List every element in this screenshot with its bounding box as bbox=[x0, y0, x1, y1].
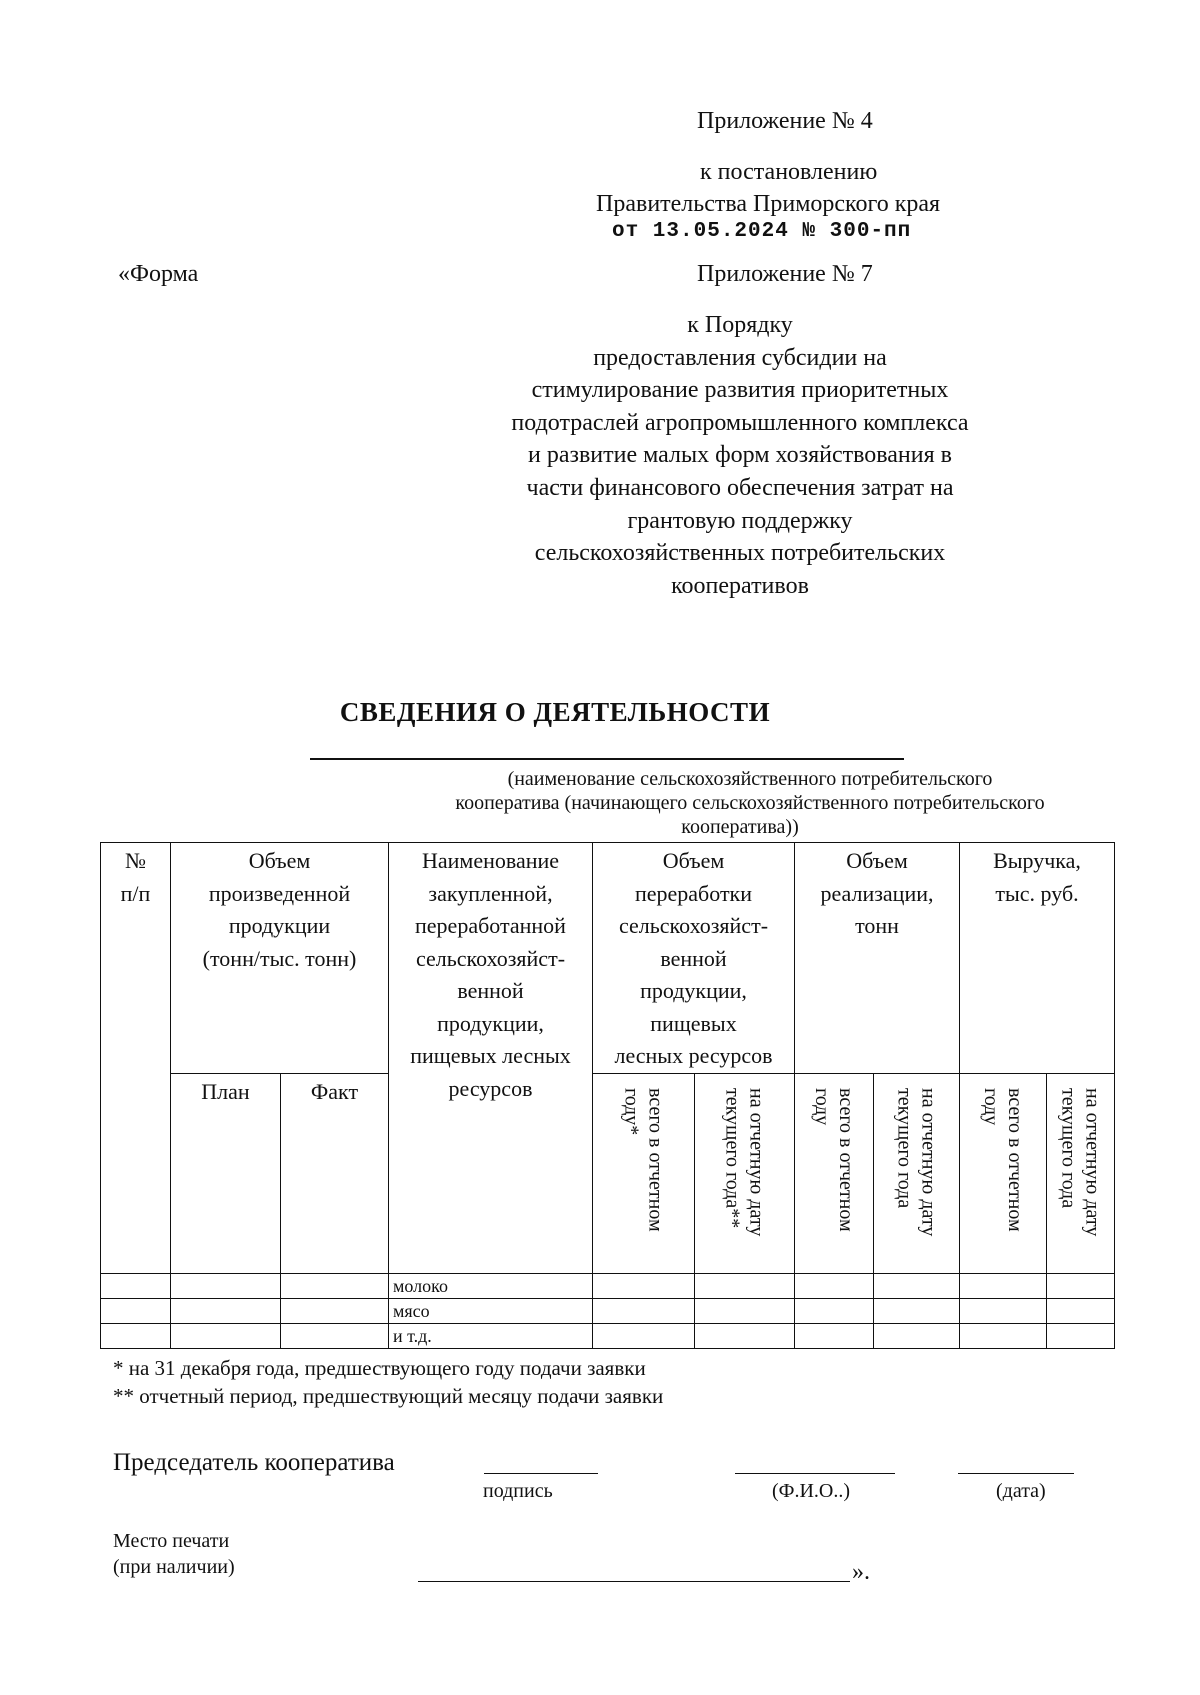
sales-total-header bbox=[795, 1073, 874, 1273]
caption-line: кооператива)) bbox=[681, 816, 799, 838]
table-cell bbox=[281, 1273, 389, 1298]
col-name-text: Наименование закупленной, переработанной сельскохозяйст- венной продукции, пищевых лесных ресурсов bbox=[410, 848, 571, 1101]
table-cell bbox=[593, 1273, 695, 1298]
order-line: и развитие малых форм хозяйствования в bbox=[528, 442, 952, 469]
order-line: грантовую поддержку bbox=[627, 507, 853, 534]
table-cell bbox=[960, 1273, 1047, 1298]
cooperative-name-line bbox=[310, 758, 904, 760]
col-produced-header bbox=[171, 843, 389, 1074]
table-cell bbox=[1047, 1273, 1115, 1298]
table-cell bbox=[874, 1273, 960, 1298]
order-line: к Порядку bbox=[687, 312, 793, 338]
col-number-header bbox=[101, 843, 171, 1274]
document-title: СВЕДЕНИЯ О ДЕЯТЕЛЬНОСТИ bbox=[339, 697, 771, 727]
order-description bbox=[470, 309, 1010, 602]
appendix-7-label: Приложение № 7 bbox=[697, 261, 873, 287]
table-cell bbox=[593, 1298, 695, 1323]
table-row bbox=[101, 1298, 1115, 1323]
table-cell bbox=[1047, 1323, 1115, 1348]
table-cell bbox=[960, 1323, 1047, 1348]
date-caption: (дата) bbox=[996, 1480, 1046, 1502]
col-name-header bbox=[389, 843, 593, 1274]
activity-table bbox=[100, 842, 1115, 1349]
sales-total-text: всего в отчетном году bbox=[811, 1087, 857, 1232]
footnote-1: * на 31 декабря года, предшествующего году подачи заявки bbox=[113, 1356, 646, 1380]
signature-line bbox=[484, 1473, 598, 1474]
col-produced-text: Объем произведенной продукции (тонн/тыс. тонн) bbox=[202, 848, 357, 971]
table-cell bbox=[874, 1323, 960, 1348]
decree-reference: от 13.05.2024 № 300-пп bbox=[612, 220, 912, 243]
sub-fact-header bbox=[281, 1073, 389, 1273]
table-cell bbox=[281, 1323, 389, 1348]
order-line: стимулирование развития приоритетных bbox=[531, 377, 949, 404]
revenue-current-header bbox=[1047, 1073, 1115, 1273]
col-revenue-header bbox=[960, 843, 1115, 1074]
appendix-4-label: Приложение № 4 bbox=[697, 108, 873, 134]
name-caption: (Ф.И.О..) bbox=[772, 1480, 851, 1502]
table-cell bbox=[695, 1273, 795, 1298]
sub-fact-text: Факт bbox=[310, 1078, 359, 1104]
closing-quote: ». bbox=[852, 1559, 870, 1585]
table-cell bbox=[101, 1273, 171, 1298]
order-line: кооперативов bbox=[671, 572, 809, 599]
government-label: Правительства Приморского края bbox=[596, 191, 941, 217]
chairman-label: Председатель кооператива bbox=[113, 1449, 395, 1476]
col-processing-header bbox=[593, 843, 795, 1074]
seal-block bbox=[113, 1528, 235, 1580]
product-name-cell: молоко bbox=[389, 1273, 593, 1298]
table-cell bbox=[874, 1298, 960, 1323]
closing-line bbox=[418, 1581, 850, 1582]
processing-current-text: на отчетную дату текущего года** bbox=[721, 1087, 768, 1236]
name-line bbox=[735, 1473, 895, 1474]
table-cell bbox=[171, 1298, 281, 1323]
table-cell bbox=[795, 1298, 874, 1323]
product-name-cell: мясо bbox=[389, 1298, 593, 1323]
caption-line: кооператива (начинающего сельскохозяйственного потребительского bbox=[455, 792, 1045, 814]
col-revenue-text: Выручка, тыс. руб. bbox=[993, 848, 1081, 906]
col-number-text: № п/п bbox=[120, 848, 151, 906]
table-cell bbox=[695, 1298, 795, 1323]
cooperative-name-caption bbox=[380, 767, 1120, 839]
revenue-total-text: всего в отчетном году bbox=[980, 1087, 1026, 1232]
form-label: «Форма bbox=[118, 261, 199, 287]
sub-plan-header bbox=[171, 1073, 281, 1273]
order-line: подотраслей агропромышленного комплекса bbox=[511, 409, 969, 436]
table-cell bbox=[593, 1323, 695, 1348]
table-cell bbox=[101, 1298, 171, 1323]
processing-total-header bbox=[593, 1073, 695, 1273]
processing-current-header bbox=[695, 1073, 795, 1273]
table-cell bbox=[695, 1323, 795, 1348]
seal-line-1: Место печати bbox=[113, 1530, 230, 1552]
caption-line: (наименование сельскохозяйственного потребительского bbox=[507, 768, 993, 790]
resolution-label: к постановлению bbox=[700, 159, 878, 185]
order-line: части финансового обеспечения затрат на bbox=[526, 474, 954, 501]
seal-line-2: (при наличии) bbox=[113, 1556, 235, 1578]
signature-caption: подпись bbox=[483, 1480, 553, 1502]
table-cell bbox=[101, 1323, 171, 1348]
table-cell bbox=[281, 1298, 389, 1323]
sub-plan-text: План bbox=[201, 1078, 250, 1104]
revenue-total-header bbox=[960, 1073, 1047, 1273]
col-processing-text: Объем переработки сельскохозяйст- венной продукции, пищевых лесных ресурсов bbox=[614, 848, 773, 1068]
date-line bbox=[958, 1473, 1074, 1474]
footnote-2: ** отчетный период, предшествующий месяцу подачи заявки bbox=[113, 1384, 664, 1408]
order-line: сельскохозяйственных потребительских bbox=[534, 540, 946, 567]
table-cell bbox=[171, 1323, 281, 1348]
table-row bbox=[101, 1273, 1115, 1298]
table-cell bbox=[1047, 1298, 1115, 1323]
col-sales-header bbox=[795, 843, 960, 1074]
table-cell bbox=[795, 1323, 874, 1348]
product-name-cell: и т.д. bbox=[389, 1323, 593, 1348]
col-sales-text: Объем реализации, тонн bbox=[820, 848, 934, 938]
footnotes bbox=[113, 1354, 663, 1410]
sales-current-text: на отчетную дату текущего года bbox=[893, 1087, 940, 1236]
revenue-current-text: на отчетную дату текущего года bbox=[1057, 1087, 1104, 1236]
table-cell bbox=[960, 1298, 1047, 1323]
order-line: предоставления субсидии на bbox=[593, 344, 887, 371]
sales-current-header bbox=[874, 1073, 960, 1273]
table-row bbox=[101, 1323, 1115, 1348]
table-cell bbox=[795, 1273, 874, 1298]
processing-total-text: всего в отчетном году* bbox=[620, 1087, 667, 1232]
table-cell bbox=[171, 1273, 281, 1298]
